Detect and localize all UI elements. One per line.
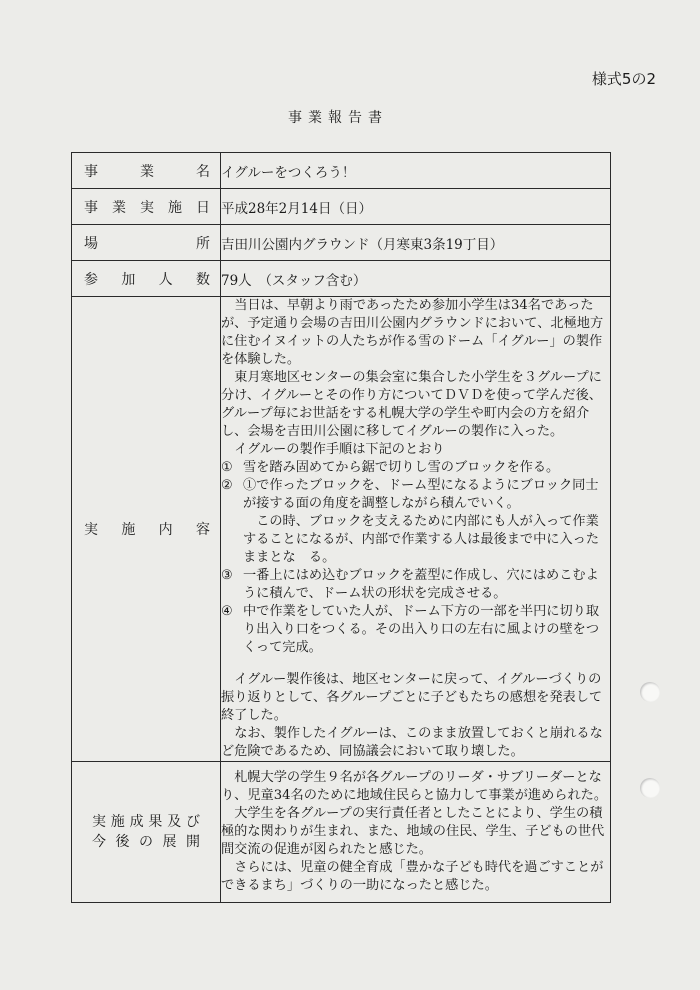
row-participants [72, 261, 611, 297]
label-char: 展 [162, 834, 177, 850]
step-item [221, 567, 610, 603]
label-char: 容 [195, 522, 210, 538]
participants-value: 79人 （スタッフ含む） [221, 261, 611, 297]
label-char: 施 [168, 199, 182, 216]
label-text [80, 812, 210, 832]
step-number: ③ [221, 568, 233, 583]
label-text [80, 832, 210, 852]
step-item [221, 477, 610, 513]
row-content [72, 297, 611, 762]
step-number: ② [221, 478, 233, 493]
label-text [72, 519, 220, 539]
content-paragraph: 当日は、早朝より雨であったため参加小学生は34名であったが、予定通り会場の吉田川公園内グラウンドにおいて、北極地方に住むイヌイットの人たちが作る雪のドーム「イグルー」の製作を体験した。 [221, 298, 604, 367]
label-char: 参 [84, 271, 98, 288]
results-paragraph: 札幌大学の学生９名が各グループのリーダ・サブリーダーとなり、児童34名のために地域住民らと協力して事業が進められた。 [221, 770, 608, 803]
label-char: 事 [84, 199, 98, 216]
label-char: び [185, 814, 200, 830]
results-paragraph: 大学生を各グループの実行責任者としたことにより、学生の積極的な関わりが生まれ、また、地域の住民、学生、子どもの世代間交流の促進が図られたと感じた。 [221, 806, 605, 857]
label-text [72, 161, 220, 181]
form-number: 様式5の2 [591, 70, 656, 88]
label-event-name [72, 153, 221, 189]
step-note-text: この時、ブロックを支えるために内部にも人が入って作業することになるが、内部で作業する人は最後まで中に入ったままとな る。 [243, 514, 600, 565]
content-body [221, 297, 611, 762]
results-paragraph: さらには、児童の健全育成「豊かな子ども時代を過ごすことができるまち」づくりの一助になったと感じた。 [221, 860, 604, 893]
label-char: 内 [158, 522, 173, 538]
step-item [221, 603, 610, 657]
row-results [72, 762, 611, 903]
step-text: 中で作業をしていた人が、ドーム下方の一部を半円に切り取り出入り口をつくる。その出入り口の左右に風よけの壁をつくって完成。 [243, 604, 600, 655]
step-text: 雪を踏み固めてから鋸で切りし雪のブロックを作る。 [243, 460, 560, 475]
label-char: 及 [167, 814, 182, 830]
row-event-date [72, 189, 611, 225]
step-note [221, 513, 610, 567]
label-char: 所 [196, 235, 210, 252]
label-char: 実 [84, 522, 98, 538]
punch-hole [640, 778, 660, 798]
label-results [72, 762, 221, 903]
label-event-date [72, 189, 221, 225]
step-item [221, 459, 610, 477]
step-text: 一番上にはめ込むブロックを蓋型に作成し、穴にはめこむように積んで、ドーム状の形状を完成させる。 [243, 568, 599, 601]
event-date-value: 平成28年2月14日（日） [221, 189, 611, 225]
step-text: ①で作ったブロックを、ドーム型になるようにブロック同士が接する面の角度を調整しながら積んでいく。 [243, 478, 599, 511]
place-value: 吉田川公園内グラウンド（月寒東3条19丁目） [221, 225, 611, 261]
label-content [72, 297, 221, 762]
label-place [72, 225, 221, 261]
label-char: 開 [186, 834, 200, 850]
label-char: 場 [84, 235, 98, 252]
label-char: 業 [140, 163, 154, 180]
results-body [221, 762, 611, 903]
label-char: 施 [110, 814, 125, 830]
label-char: 後 [115, 834, 130, 850]
label-char: 加 [121, 271, 136, 288]
punch-hole [640, 682, 660, 702]
label-char: 日 [196, 199, 210, 216]
step-number: ① [221, 460, 233, 475]
row-place [72, 225, 611, 261]
label-text [72, 197, 220, 217]
label-text [72, 269, 220, 289]
content-paragraph: イグルーの製作手順は下記のとおり [234, 442, 445, 457]
label-char: 人 [158, 271, 173, 288]
step-number: ④ [221, 604, 233, 619]
row-event-name [72, 153, 611, 189]
content-paragraph: なお、製作したイグルーは、このまま放置しておくと崩れるなど危険であるため、同協議会において取り壊した。 [221, 726, 603, 759]
label-char: 業 [112, 199, 126, 216]
document-title: 事業報告書 [288, 110, 388, 126]
label-char: 果 [148, 814, 163, 830]
label-char: 名 [196, 163, 210, 180]
label-char: 今 [92, 834, 106, 850]
label-participants [72, 261, 221, 297]
report-table [71, 152, 611, 903]
label-char: 数 [195, 271, 210, 288]
label-text [72, 233, 220, 253]
label-char: 成 [129, 814, 144, 830]
label-char: 事 [84, 163, 98, 180]
label-char: 施 [121, 522, 136, 538]
label-char: の [139, 834, 153, 850]
label-char: 実 [140, 199, 154, 216]
content-paragraph: イグルー製作後は、地区センターに戻って、イグルーづくりの振り返りとして、各グループごとに子どもたちの感想を発表して終了した。 [221, 672, 603, 723]
content-paragraph: 東月寒地区センターの集会室に集合した小学生を３グループに分け、イグルーとその作り方についてＤＶＤを使って学んだ後、グループ毎にお世話をする札幌大学の学生や町内会の方を紹介し、会場を吉田川公園に移してイグルーの製作に入った。 [221, 370, 602, 439]
label-char: 実 [92, 814, 106, 830]
event-name-value: イグルーをつくろう！ [221, 153, 611, 189]
